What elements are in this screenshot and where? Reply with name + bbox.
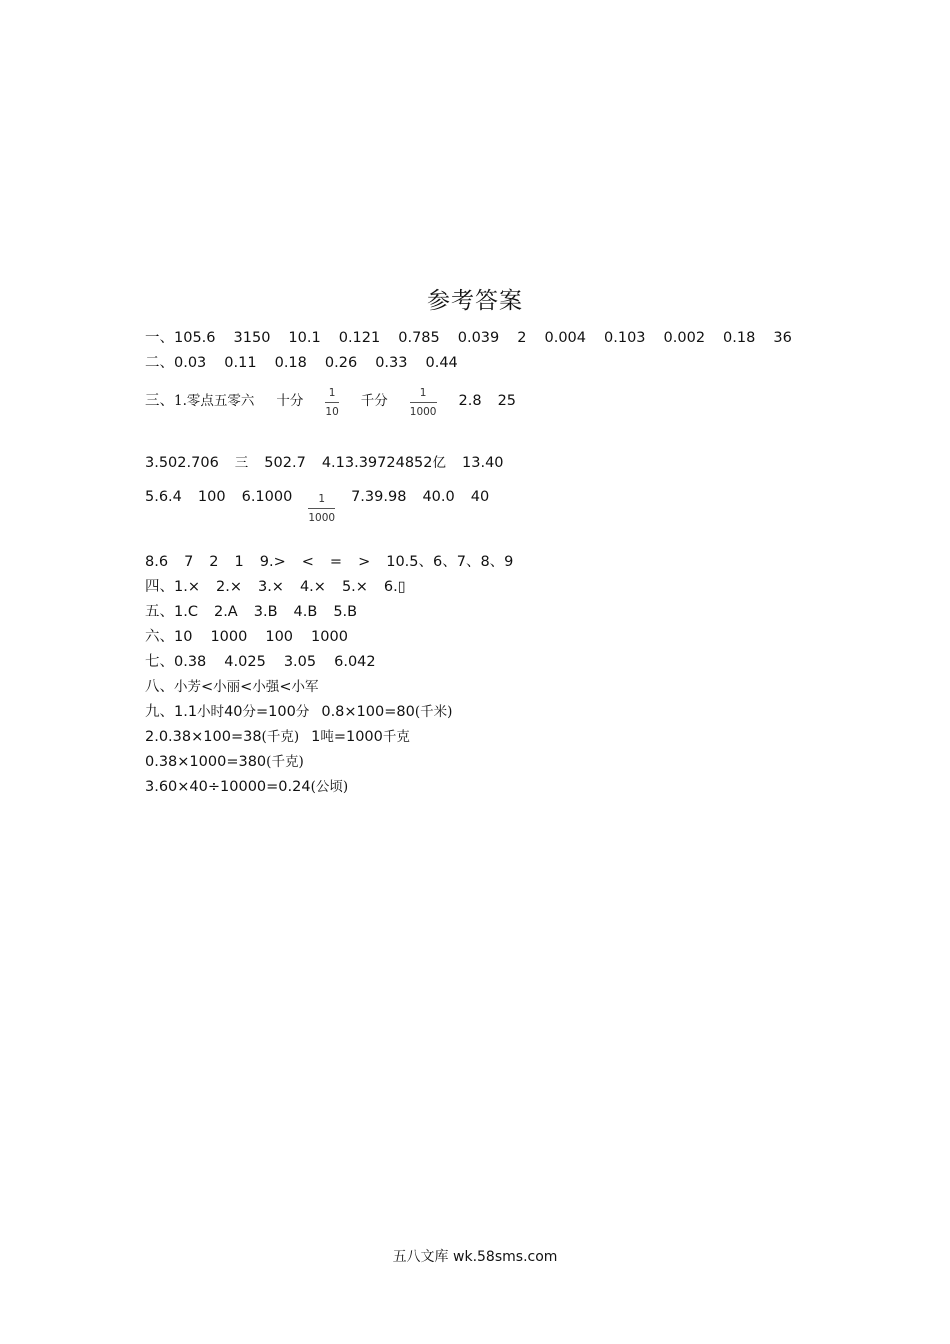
section-label: 二、 [145, 355, 174, 371]
answer-item: 6.042 [334, 654, 376, 670]
answer-section-3-line-4 [145, 550, 513, 571]
answer-item: =1000 [333, 729, 383, 745]
fraction [410, 387, 437, 419]
answer-section-3-line-3 [145, 489, 489, 525]
answer-item: 2.8 [458, 393, 482, 409]
answer-item: 2.0.38×100=38 [145, 729, 262, 745]
answer-item: 千分 [360, 393, 388, 409]
answer-item: 0.002 [663, 330, 706, 346]
answer-item: 0.039 [457, 330, 500, 346]
section-label: 三、 [145, 393, 174, 409]
answer-item: 100 [265, 629, 294, 645]
answer-item: 0.18 [723, 330, 756, 346]
fraction-numerator: 1 [328, 387, 336, 399]
answer-item: 1.零点五零六 [174, 393, 255, 409]
answer-item: 8.6 [145, 554, 169, 570]
footer-url: wk.58sms.com [453, 1249, 558, 1265]
answer-item: 3.05 [283, 654, 317, 670]
answer-item: 1.1 [174, 704, 198, 720]
answer-item: 1 [311, 729, 321, 745]
answer-unit: 分 [242, 704, 257, 720]
answer-item: < [301, 554, 314, 570]
answer-item: 5.× [341, 579, 368, 595]
answer-item: 1.× [174, 579, 200, 595]
answer-section-3-line-2 [145, 451, 504, 471]
fraction-denominator: 1000 [308, 512, 336, 524]
answer-unit: 吨 [320, 729, 334, 745]
answer-item: 6.1000 [241, 489, 293, 505]
answer-item: 0.38 [174, 654, 207, 670]
answer-item: 3.502.706 [145, 455, 219, 471]
answer-item: 0.11 [224, 355, 257, 371]
answer-name: 小丽 [213, 679, 241, 695]
answer-item: 40 [224, 704, 243, 720]
section-label: 七、 [145, 654, 174, 670]
answer-item: 502.7 [264, 455, 306, 471]
fraction-denominator: 10 [325, 406, 339, 418]
fraction [325, 387, 338, 419]
answer-item: 0.03 [174, 355, 207, 371]
answer-item: 40 [470, 489, 490, 505]
answer-section-8 [145, 675, 318, 696]
answer-item: 十分 [276, 393, 304, 409]
answer-unit: 千克 [382, 729, 410, 745]
answer-item: 13.40 [462, 455, 504, 471]
answer-item: 0.33 [375, 355, 408, 371]
answer-section-6 [145, 625, 348, 646]
answer-item: 105.6 [174, 330, 216, 346]
answer-symbol: < [240, 679, 253, 695]
answer-item: 9.> [259, 554, 286, 570]
answer-item: 25 [497, 393, 517, 409]
answer-item: 3.× [257, 579, 284, 595]
answer-item: 3150 [233, 330, 271, 346]
answer-item: 0.44 [425, 355, 458, 371]
answer-item: 1 [234, 554, 244, 570]
answer-item: 0.004 [544, 330, 587, 346]
answer-section-9-line-1 [145, 700, 452, 721]
answer-section-9-line-4 [145, 775, 348, 795]
answer-item: 100 [197, 489, 226, 505]
footer-watermark [0, 1246, 950, 1266]
answer-item: 4.× [299, 579, 326, 595]
answer-item: 1.C [174, 604, 198, 620]
footer-site-name: 五八文库 [392, 1249, 449, 1265]
answer-unit: 小时 [197, 704, 225, 720]
answer-unit: (千克) [261, 729, 300, 745]
page-title: 参考答案 [427, 288, 523, 314]
answer-item: 0.38×1000=380 [145, 754, 267, 770]
answer-item: 4.B [293, 604, 318, 620]
answer-name: 小芳 [174, 679, 201, 695]
answer-section-2 [145, 351, 458, 372]
fraction-denominator: 1000 [409, 406, 437, 418]
answer-item: 0.103 [604, 330, 646, 346]
answer-item: 3.B [253, 604, 278, 620]
answer-item: > [358, 554, 371, 570]
answer-item: 0.26 [324, 355, 358, 371]
answer-section-1 [145, 326, 792, 347]
answer-item: 4.13.39724852 [321, 455, 433, 471]
answer-item: 10 [174, 629, 193, 645]
answer-item: = [329, 554, 343, 570]
answer-section-9-line-2 [145, 725, 410, 745]
fraction-numerator: 1 [318, 493, 326, 505]
answer-item: 4.025 [224, 654, 266, 670]
answer-item: 40.0 [422, 489, 455, 505]
fraction [308, 493, 335, 525]
answer-item: 0.121 [338, 330, 381, 346]
answer-item: 5.B [333, 604, 358, 620]
answer-unit: 亿 [432, 455, 447, 471]
answer-item: 3.60×40÷10000=0.24 [145, 779, 311, 795]
answer-unit: (公顷) [310, 779, 349, 795]
answer-item: 10.1 [288, 330, 321, 346]
answer-item: 0.18 [274, 355, 307, 371]
answer-item: =100 [256, 704, 296, 720]
section-label: 六、 [145, 629, 174, 645]
answer-item: 2.× [215, 579, 242, 595]
answer-section-9-line-3 [145, 750, 304, 770]
answer-item: 0.8×100=80 [321, 704, 415, 720]
section-label: 四、 [145, 579, 174, 595]
section-label: 五、 [145, 604, 174, 620]
answer-unit: (千克) [266, 754, 304, 770]
answer-name: 小军 [291, 679, 319, 695]
section-label: 一、 [145, 330, 174, 346]
answer-unit: (千米) [414, 704, 453, 720]
answer-symbol: < [201, 679, 214, 695]
answer-item: 1000 [311, 629, 348, 645]
answer-item: 5.6.4 [145, 489, 182, 505]
answer-item: 1000 [210, 629, 248, 645]
answer-item: 三 [234, 455, 249, 471]
answer-item: 10.5、6、7、8、9 [386, 554, 514, 570]
answer-item: 6.▯ [383, 579, 406, 595]
answer-unit: 分 [295, 704, 310, 720]
answer-section-7 [145, 650, 376, 671]
answer-item: 7.39.98 [351, 489, 407, 505]
answer-item: 2 [209, 554, 219, 570]
answer-section-4 [145, 575, 406, 596]
answer-section-5 [145, 600, 357, 621]
answer-item: 0.785 [398, 330, 440, 346]
answer-section-3-line-1 [145, 389, 516, 419]
section-label: 九、 [145, 704, 174, 720]
answer-symbol: < [279, 679, 292, 695]
answer-item: 7 [184, 554, 194, 570]
answer-item: 36 [773, 330, 792, 346]
fraction-numerator: 1 [419, 387, 427, 399]
section-label: 八、 [145, 679, 174, 695]
answer-name: 小强 [252, 679, 280, 695]
answer-item: 2 [517, 330, 527, 346]
answer-item: 2.A [213, 604, 238, 620]
